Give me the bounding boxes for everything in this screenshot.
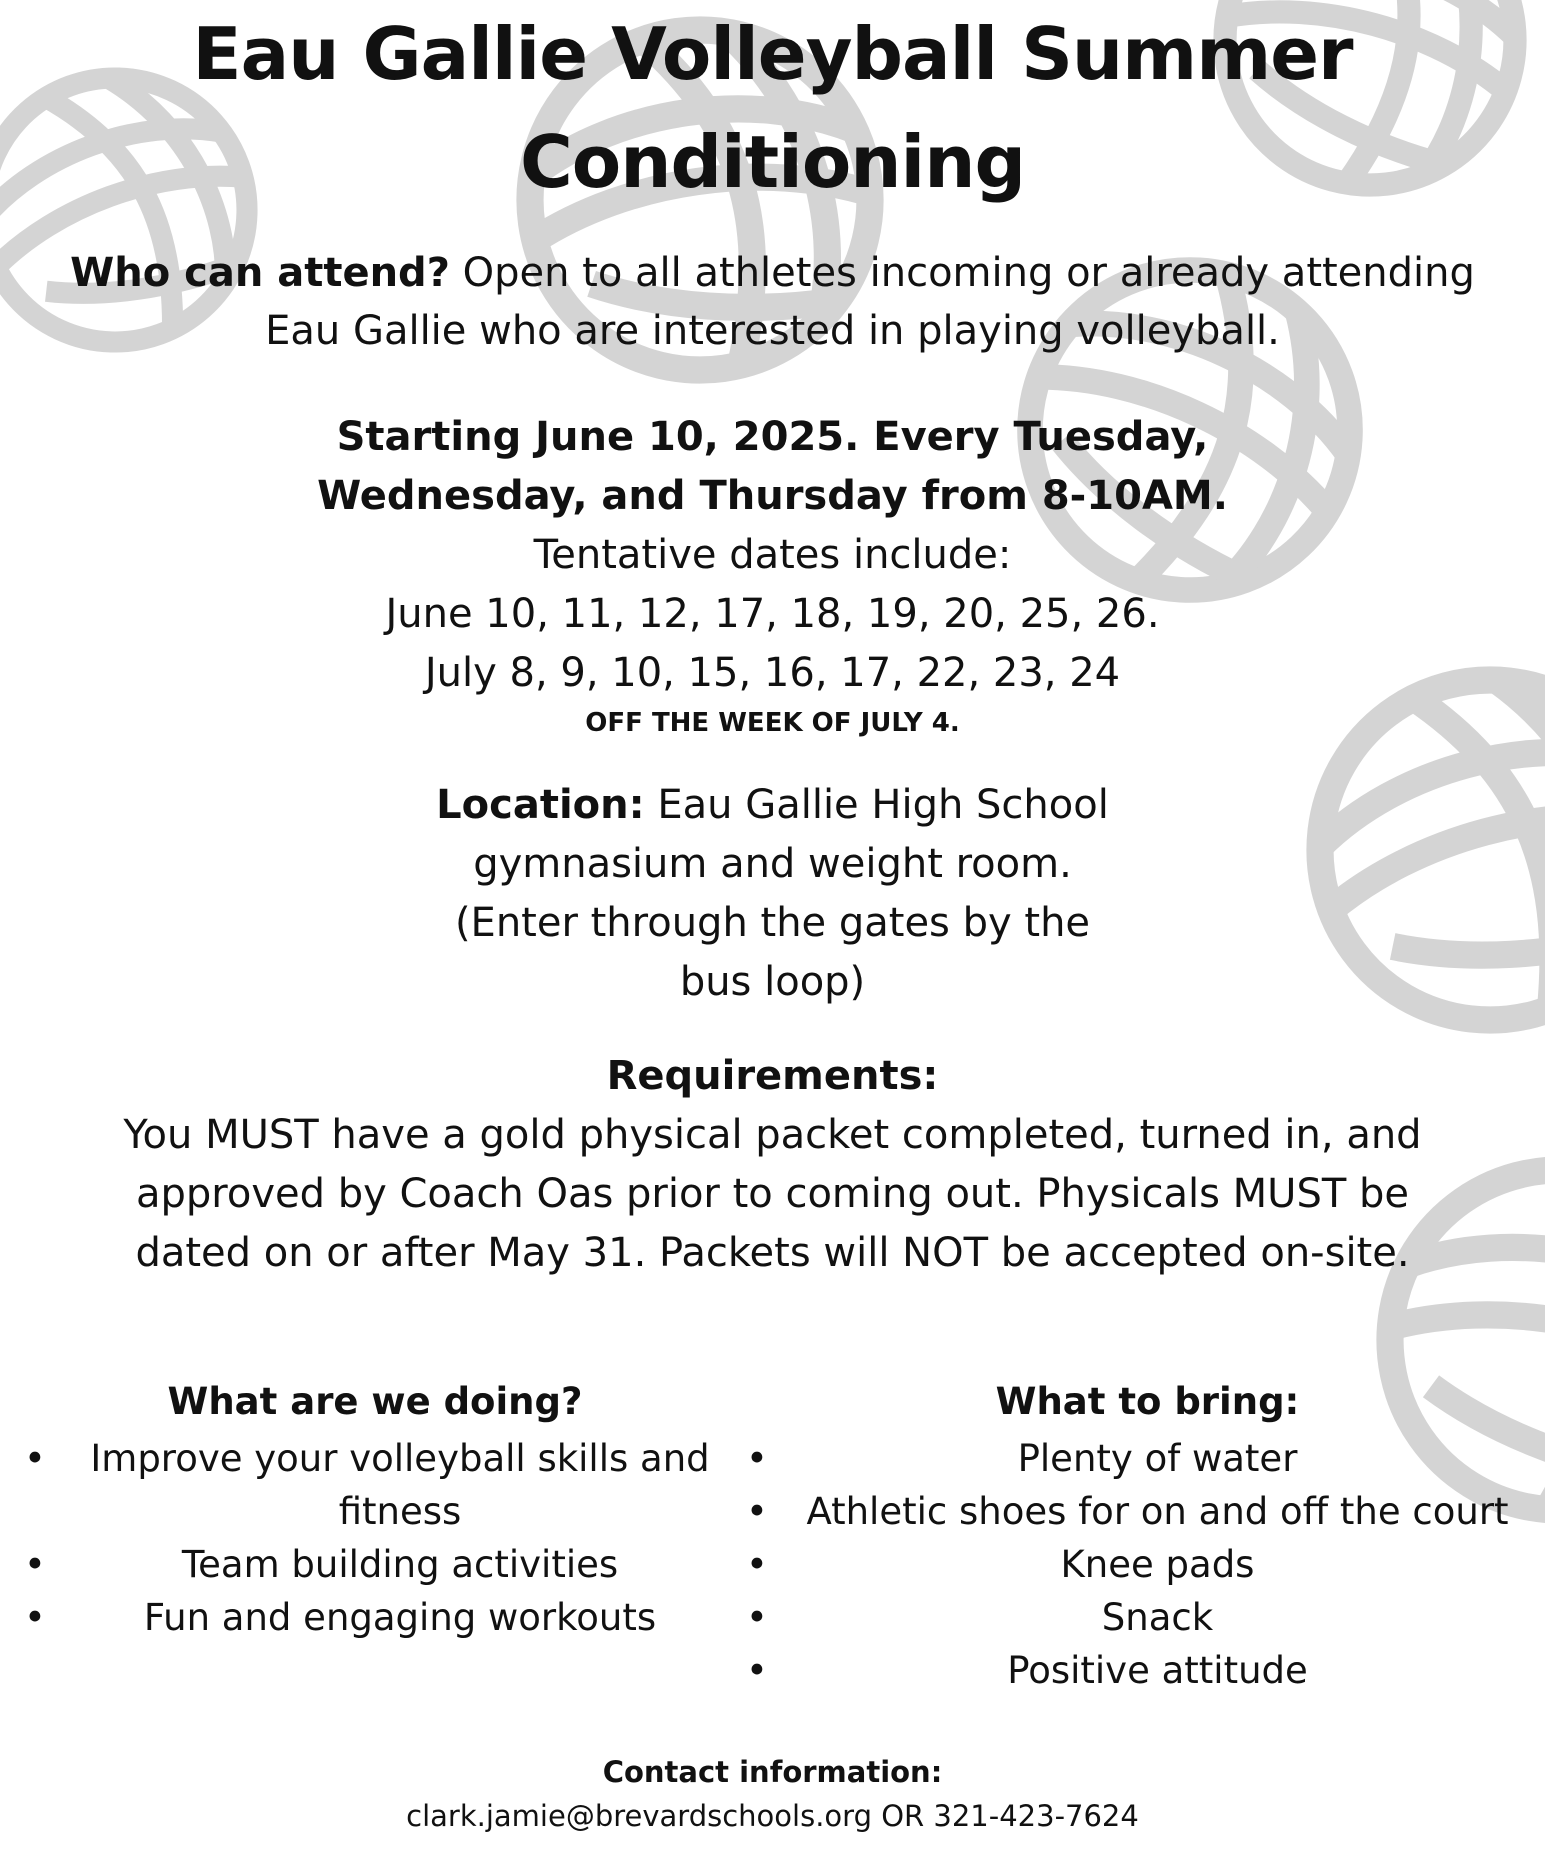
who-can-attend	[40, 244, 1505, 360]
bullet-icon: •	[746, 1490, 768, 1533]
what-to-bring-column	[730, 1374, 1545, 1697]
requirements-label: Requirements:	[606, 1053, 939, 1099]
schedule-section	[0, 408, 1545, 743]
bullet-icon: •	[746, 1649, 768, 1692]
list-item	[730, 1538, 1545, 1591]
bullet-icon: •	[746, 1437, 768, 1480]
who-label: Who can attend?	[70, 250, 450, 296]
bullet-icon: •	[24, 1596, 46, 1639]
doing-list	[0, 1432, 730, 1644]
list-item	[730, 1485, 1545, 1538]
bullet-icon: •	[24, 1543, 46, 1586]
doing-item-text: Team building activities	[181, 1543, 619, 1586]
schedule-days-line: Wednesday, and Thursday from 8-10AM.	[317, 473, 1228, 519]
schedule-start-line: Starting June 10, 2025. Every Tuesday,	[336, 414, 1209, 460]
bring-list	[730, 1432, 1545, 1697]
contact-section	[0, 1750, 1545, 1838]
list-item	[0, 1432, 730, 1538]
title-line-2: Conditioning	[519, 120, 1026, 204]
page-title	[0, 0, 1545, 216]
bring-item-text: Positive attitude	[1007, 1649, 1308, 1692]
list-item	[730, 1644, 1545, 1697]
location-label: Location:	[436, 782, 645, 828]
bring-item-text: Knee pads	[1060, 1543, 1255, 1586]
bullet-icon: •	[746, 1596, 768, 1639]
bring-item-text: Snack	[1101, 1596, 1214, 1639]
list-item	[730, 1432, 1545, 1485]
location-line-2: gymnasium and weight room.	[473, 841, 1072, 887]
doing-item-text: Fun and engaging workouts	[143, 1596, 657, 1639]
bullet-icon: •	[24, 1437, 46, 1480]
doing-item-text: Improve your volleyball skills and fitness	[90, 1437, 710, 1533]
location-line-4: bus loop)	[679, 959, 866, 1005]
who-text: Open to all athletes incoming or already attending Eau Gallie who are interested in playing volleyball.	[265, 250, 1475, 354]
location-section	[0, 776, 1545, 1012]
july-dates: July 8, 9, 10, 15, 16, 17, 22, 23, 24	[424, 650, 1121, 696]
requirements-text: You MUST have a gold physical packet completed, turned in, and approved by Coach Oas prior to coming out. Physicals MUST be dated on or after May 31. Packets will NOT be accepted on-site.	[123, 1112, 1422, 1276]
list-item	[0, 1591, 730, 1644]
title-line-1: Eau Gallie Volleyball Summer	[192, 12, 1353, 96]
requirements-section	[120, 1047, 1425, 1283]
bullet-icon: •	[746, 1543, 768, 1586]
list-item	[730, 1591, 1545, 1644]
doing-title: What are we doing?	[167, 1380, 583, 1423]
bring-item-text: Plenty of water	[1017, 1437, 1298, 1480]
contact-label: Contact information:	[602, 1755, 943, 1789]
list-item	[0, 1538, 730, 1591]
location-line-3: (Enter through the gates by the	[454, 900, 1091, 946]
june-dates: June 10, 11, 12, 17, 18, 19, 20, 25, 26.	[385, 591, 1160, 637]
contact-details: clark.jamie@brevardschools.org OR 321-423-7624	[406, 1799, 1139, 1833]
bring-item-text: Athletic shoes for on and off the court	[806, 1490, 1509, 1533]
bring-title: What to bring:	[995, 1380, 1300, 1423]
off-week-note: OFF THE WEEK OF JULY 4.	[585, 708, 960, 738]
tentative-dates-label: Tentative dates include:	[533, 532, 1012, 578]
location-line-1: Eau Gallie High School	[644, 782, 1109, 828]
what-are-we-doing-column	[0, 1374, 730, 1644]
